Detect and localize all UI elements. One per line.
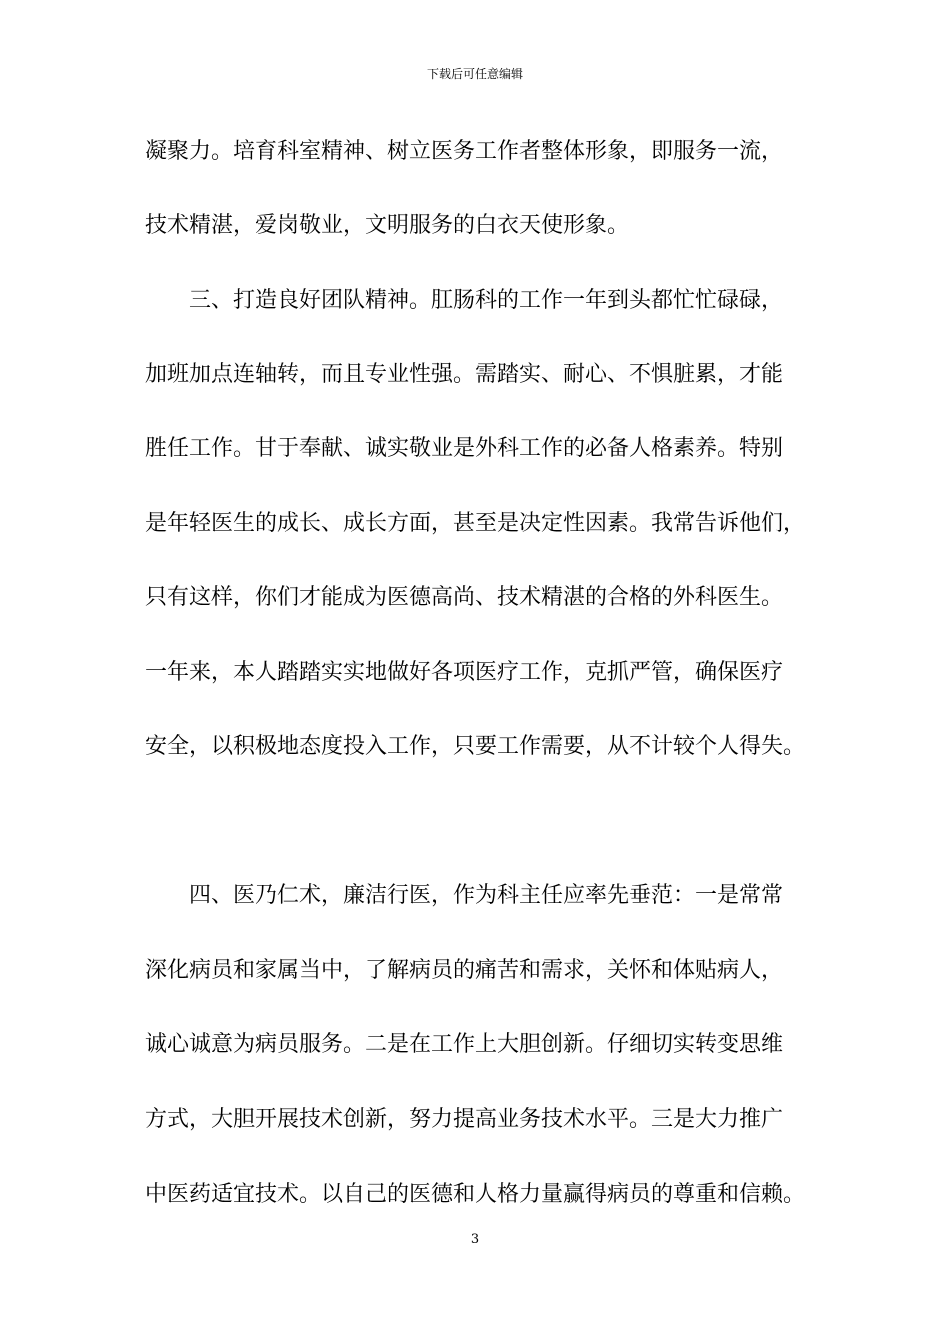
body-line-9: 安全，以积极地态度投入工作，只要工作需要，从不计较个人得失。 xyxy=(145,734,806,759)
body-line-14: 中医药适宜技术。以自己的医德和人格力量赢得病员的尊重和信赖。 xyxy=(145,1182,806,1207)
body-line-5: 胜任工作。甘于奉献、诚实敬业是外科工作的必备人格素养。特别 xyxy=(145,436,784,461)
body-line-6: 是年轻医生的成长、成长方面，甚至是决定性因素。我常告诉他们， xyxy=(145,511,806,536)
body-line-1: 凝聚力。培育科室精神、树立医务工作者整体形象，即服务一流， xyxy=(145,139,784,164)
body-line-8: 一年来，本人踏踏实实地做好各项医疗工作，克抓严管，确保医疗 xyxy=(145,660,784,685)
body-line-7: 只有这样，你们才能成为医德高尚、技术精湛的合格的外科医生。 xyxy=(145,585,784,610)
body-line-11: 深化病员和家属当中，了解病员的痛苦和需求，关怀和体贴病人， xyxy=(145,958,784,983)
body-line-13: 方式，大胆开展技术创新，努力提高业务技术水平。三是大力推广 xyxy=(145,1107,784,1132)
body-line-4: 加班加点连轴转，而且专业性强。需踏实、耐心、不惧脏累，才能 xyxy=(145,362,784,387)
body-line-3: 三、打造良好团队精神。肛肠科的工作一年到头都忙忙碌碌， xyxy=(145,288,784,313)
page-number: 3 xyxy=(470,1232,480,1247)
body-line-12: 诚心诚意为病员服务。二是在工作上大胆创新。仔细切实转变思维 xyxy=(145,1032,784,1057)
body-line-10: 四、医乃仁术，廉洁行医，作为科主任应率先垂范：一是常常 xyxy=(145,883,784,908)
body-line-2: 技术精湛，爱岗敬业，文明服务的白衣天使形象。 xyxy=(145,213,630,238)
page-header: 下载后可任意编辑 xyxy=(426,67,523,81)
